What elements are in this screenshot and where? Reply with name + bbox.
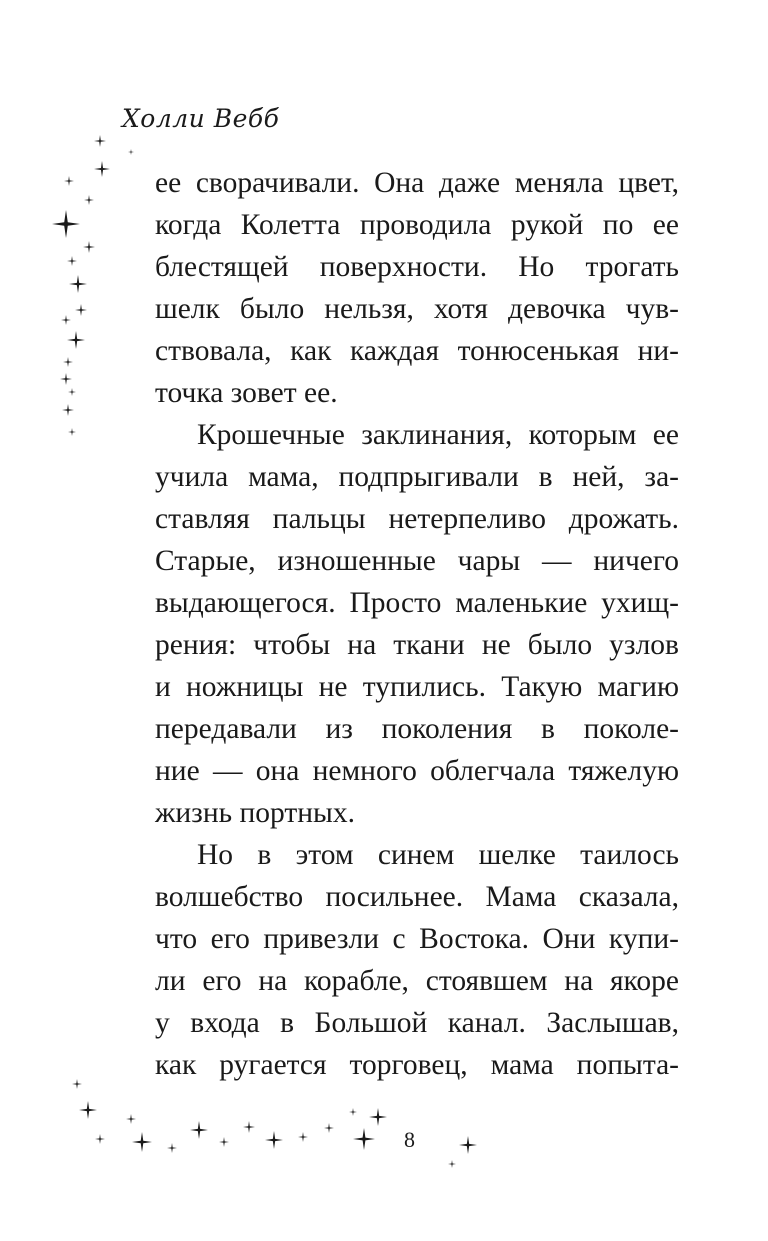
text-line: как ругается торговец, мама попыта-	[155, 1049, 679, 1081]
running-title: Холли Вебб	[122, 104, 280, 133]
text-line: точка зовет ее.	[155, 377, 338, 409]
text-line: Но в этом синем шелке таилось	[197, 839, 679, 871]
sparkle-star-icon	[61, 315, 71, 325]
sparkle-star-icon	[60, 373, 72, 385]
sparkle-star-icon	[68, 388, 76, 396]
text-line: учила мама, подпрыгивали в ней, за-	[155, 461, 679, 493]
sparkle-star-icon	[298, 1132, 308, 1142]
sparkle-star-icon	[167, 1143, 177, 1153]
sparkle-star-icon	[69, 275, 87, 293]
text-line: ствовала, как каждая тонюсенькая ни-	[155, 335, 679, 367]
sparkle-star-icon	[52, 210, 80, 238]
sparkle-star-icon	[67, 331, 85, 349]
sparkle-star-icon	[79, 1101, 97, 1119]
sparkle-star-icon	[84, 195, 94, 205]
text-line: передавали из поколения в поколе-	[155, 713, 679, 745]
text-line: когда Колетта проводила рукой по ее	[155, 209, 679, 241]
text-line: волшебство посильнее. Мама сказала,	[155, 881, 679, 913]
text-line: рения: чтобы на ткани не было узлов	[155, 629, 679, 661]
text-line: Крошечные заклинания, которым ее	[197, 419, 679, 451]
sparkle-star-icon	[349, 1108, 357, 1116]
text-line: шелк было нельзя, хотя девочка чув-	[155, 293, 679, 325]
sparkle-star-icon	[63, 357, 73, 367]
sparkle-star-icon	[72, 1079, 82, 1089]
sparkle-star-icon	[369, 1108, 387, 1126]
sparkle-star-icon	[95, 1134, 105, 1144]
body-text	[155, 162, 679, 1086]
sparkle-star-icon	[75, 304, 87, 316]
text-line: ее сворачивали. Она даже меняла цвет,	[155, 167, 679, 199]
text-line: ли его на корабле, стоявшем на якоре	[155, 965, 679, 997]
sparkle-star-icon	[83, 241, 95, 253]
sparkle-star-icon	[190, 1121, 208, 1139]
sparkle-star-icon	[132, 1132, 152, 1152]
sparkle-star-icon	[94, 161, 110, 177]
sparkle-star-icon	[353, 1128, 375, 1150]
sparkle-star-icon	[68, 428, 76, 436]
text-line: ставляя пальцы нетерпеливо дрожать.	[155, 503, 679, 535]
text-line: выдающегося. Просто маленькие ухищ-	[155, 587, 679, 619]
sparkle-star-icon	[128, 149, 134, 155]
sparkle-star-icon	[67, 256, 77, 266]
sparkle-star-icon	[62, 404, 74, 416]
sparkle-star-icon	[126, 1114, 136, 1124]
sparkle-star-icon	[94, 135, 106, 147]
sparkle-star-icon	[219, 1137, 229, 1147]
text-line: Старые, изношенные чары — ничего	[155, 545, 679, 577]
text-line: что его привезли с Востока. Они купи-	[155, 923, 679, 955]
text-line: жизнь портных.	[155, 797, 355, 829]
sparkle-star-icon	[265, 1131, 283, 1149]
sparkle-star-icon	[459, 1136, 477, 1154]
text-line: у входа в Большой канал. Заслышав,	[155, 1007, 679, 1039]
sparkle-star-icon	[324, 1123, 334, 1133]
text-line: и ножницы не тупились. Такую магию	[155, 671, 679, 703]
sparkle-star-icon	[243, 1121, 255, 1133]
text-line: ние — она немного облегчала тяжелую	[155, 755, 679, 787]
page-number: 8	[404, 1127, 415, 1152]
sparkle-star-icon	[448, 1160, 456, 1168]
text-line: блестящей поверхности. Но трогать	[155, 251, 679, 283]
sparkle-star-icon	[64, 176, 74, 186]
